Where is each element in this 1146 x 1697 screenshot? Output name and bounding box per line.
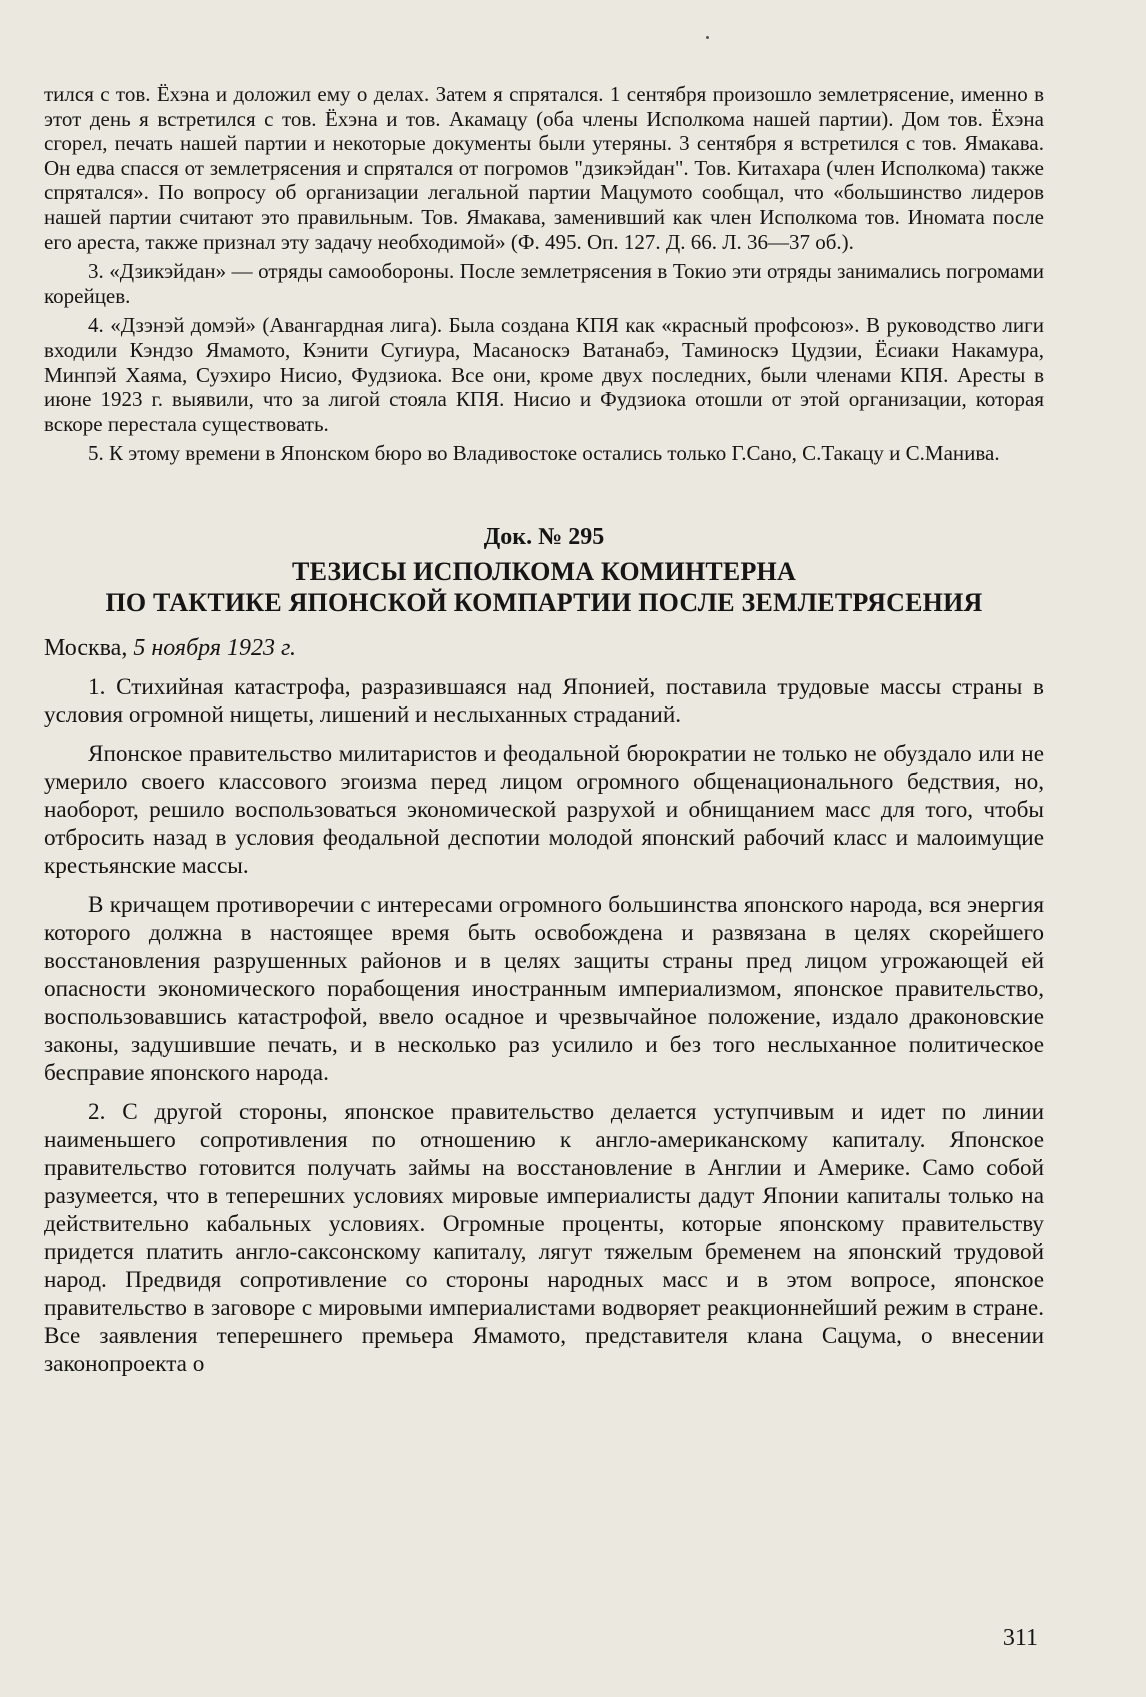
note-4: 4. «Дзэнэй домэй» (Авангардная лига). Была создана КПЯ как «красный профсоюз». В руководство лиги входили Кэндзо Ямамото, Кэнити Сугиура, Масаноскэ Ватанабэ, Таминоскэ Цудзии, Ёсиаки Накамура, Минпэй Хаяма, Суэхиро Нисио, Фудзиока. Все они, кроме двух последних, были членами КПЯ. Аресты в июне 1923 г. выявили, что за лигой стояла КПЯ. Нисио и Фудзиока отошли от этой организации, которая вскоре перестала существовать. [44,313,1044,436]
document-number: Док. № 295 [483,523,605,550]
note-3: 3. «Дзикэйдан» — отряды самообороны. После землетрясения в Токио эти отряды занимались погромами корейцев. [44,259,1044,308]
page-number: 311 [1002,1625,1038,1651]
note-continuation: тился с тов. Ёхэна и доложил ему о делах. Затем я спрятался. 1 сентября произошло землетрясение, именно в этот день я встретился с тов. Ёхэна и тов. Акамацу (оба члены Исполкома нашей партии). Дом тов. Ёхэна сгорел, печать нашей партии и некоторые документы были утеряны. 3 сентября я встретился с тов. Ямакава. Он едва спасся от землетрясения и спрятался от погромов "дзикэйдан". Тов. Китахара (член Исполкома) также спрятался». По вопросу об организации легальной партии Мацумото сообщал, что «большинство лидеров нашей партии считают это правильным. Тов. Ямакава, заменивший как член Исполкома тов. Иномата после его ареста, также признал эту задачу необходимой» (Ф. 495. Оп. 127. Д. 66. Л. 36—37 об.). [44,82,1044,254]
note-5: 5. К этому времени в Японском бюро во Владивостоке остались только Г.Сано, С.Такацу и С.Манива. [88,441,1000,466]
paragraph-2: Японское правительство милитаристов и феодальной бюрократии не только не обуздало или не умерило своего классового эгоизма перед лицом огромного общенационального бедствия, но, наоборот, решило воспользоваться экономической разрухой и обнищанием масс для того, чтобы отбросить назад в условия феодальной деспотии молодой японский рабочий класс и малоимущие крестьянские массы. [44,740,1044,879]
document-title-line-2: ПО ТАКТИКЕ ЯПОНСКОЙ КОМПАРТИИ ПОСЛЕ ЗЕМЛЕТРЯСЕНИЯ [105,587,983,617]
document-place: Москва, [44,634,134,661]
paragraph-1: 1. Стихийная катастрофа, разразившаяся над Японией, поставила трудовые массы страны в условия огромной нищеты, лишений и неслыханных страданий. [44,673,1044,728]
document-title-line-1: ТЕЗИСЫ ИСПОЛКОМА КОМИНТЕРНА [292,556,796,586]
place-and-date [44,633,1044,663]
document-body [44,673,1044,1378]
scan-speck [706,36,709,39]
page-content [44,82,1044,1378]
endnotes [44,82,1044,466]
paragraph-3: В кричащем противоречии с интересами огромного большинства японского народа, вся энергия которого должна в настоящее время быть освобождена и развязана в целях скорейшего восстановления разрушенных районов и в целях защиты страны пред лицом угрожающей ей опасности экономического порабощения иностранным империализмом, японское правительство, воспользовавшись катастрофой, ввело осадное и чрезвычайное положение, издало драконовские законы, задушившие печать, и в несколько раз усилило и без того неслыханное политическое бесправие японского народа. [44,891,1044,1086]
document-date: 5 ноября 1923 г. [133,634,297,661]
document-heading [44,522,1044,618]
paragraph-4: 2. С другой стороны, японское правительство делается уступчивым и идет по линии наименьшего сопротивления по отношению к англо-американскому капиталу. Японское правительство готовится получать займы на восстановление в Англии и Америке. Само собой разумеется, что в теперешних условиях мировые империалисты дадут Японии капиталы только на действительно кабальных условиях. Огромные проценты, которые японскому правительству придется платить англо-саксонскому капиталу, лягут тяжелым бременем на японский трудовой народ. Предвидя сопротивление со стороны народных масс и в этом вопросе, японское правительство в заговоре с мировыми империалистами водворяет реакционнейший режим в стране. Все заявления теперешнего премьера Ямамото, представителя клана Сацума, о внесении законопроекта о [44,1098,1044,1377]
